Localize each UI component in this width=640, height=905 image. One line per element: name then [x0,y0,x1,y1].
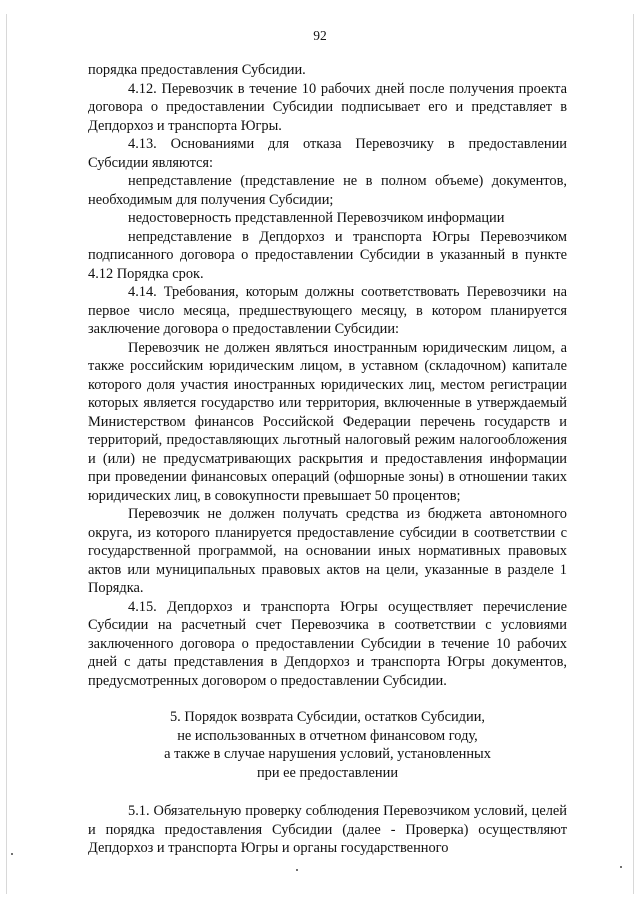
paragraph-4-12: 4.12. Перевозчик в течение 10 рабочих дней после получения проекта договора о предоставлении Субсидии подписывает его и представляет в Депдорхоз и транспорта Югры. [88,80,567,134]
section-heading-line: при ее предоставлении [256,764,399,781]
list-item-nonsubmission: непредставление (представление не в полном объеме) документов, необходимым для получения Субсидии; [88,173,567,208]
section-heading-line: а также в случае нарушения условий, установленных [164,746,491,762]
paragraph-4-15: 4.15. Депдорхоз и транспорта Югры осуществляет перечисление Субсидии на расчетный счет Перевозчика в соответствии с условиями заключенного договора о предоставлении Субсидии в течение 10 рабочих дней с даты представления в Депдорхоз и транспорта Югры документов, предусмотренных договором о предоставлении Субсидии. [88,598,567,689]
paragraph-4-13: 4.13. Основаниями для отказа Перевозчику в предоставлении Субсидии являются: [88,136,567,171]
requirement-foreign-entity: Перевозчик не должен являться иностранным юридическим лицом, а также российским юридическим лицом, в уставном (складочном) капитале которого доля участия иностранных юридических лиц, местом регистрации которых является государство или территория, включенные в утверждаемый Министерством финансов Российской Федерации перечень государств и территорий, предоставляющих льготный налоговый режим налогообложения и (или) не предусматривающих раскрытия и предоставления информации при проведении финансовых операций (офшорные зоны) в отношении таких юридических лиц, в совокупности превышает 50 процентов; [88,339,567,504]
scan-speck [296,869,298,871]
document-body [88,61,567,858]
requirement-no-budget-funds: Перевозчик не должен получать средства из бюджета автономного округа, из которого планируется предоставление субсидии в соответствии с государственной программой, на основании иных нормативных правовых актов или муниципальных правовых актов на цели, указанные в разделе 1 Порядка. [88,506,567,596]
scan-speck [620,866,622,868]
section-heading-line: 5. Порядок возврата Субсидии, остатков Субсидии, [169,709,486,725]
list-item-unsigned-contract: непредставление в Депдорхоз и транспорта Югры Перевозчиком подписанного договора о предоставлении Субсидии в указанный в пункте 4.12 Порядка срок. [88,228,567,282]
paragraph-4-14: 4.14. Требования, которым должны соответствовать Перевозчики на первое число месяца, предшествующего месяцу, в котором планируется заключение договора о предоставлении Субсидии: [88,284,567,337]
paragraph-continuation: порядка предоставления Субсидии. [88,62,306,78]
list-item-inaccuracy: недостоверность представленной Перевозчиком информации [128,210,505,226]
scan-edge-right [633,14,634,894]
section-heading-5 [88,708,567,782]
section-heading-line: не использованных в отчетном финансовом году, [177,727,478,744]
paragraph-5-1: 5.1. Обязательную проверку соблюдения Перевозчиком условий, целей и порядка предоставления Субсидии (далее - Проверка) осуществляют Депдорхоз и транспорта Югры и органы государственного [88,803,567,856]
scan-edge-left [6,14,7,894]
page-number: 92 [313,28,327,43]
scan-speck [11,853,13,855]
